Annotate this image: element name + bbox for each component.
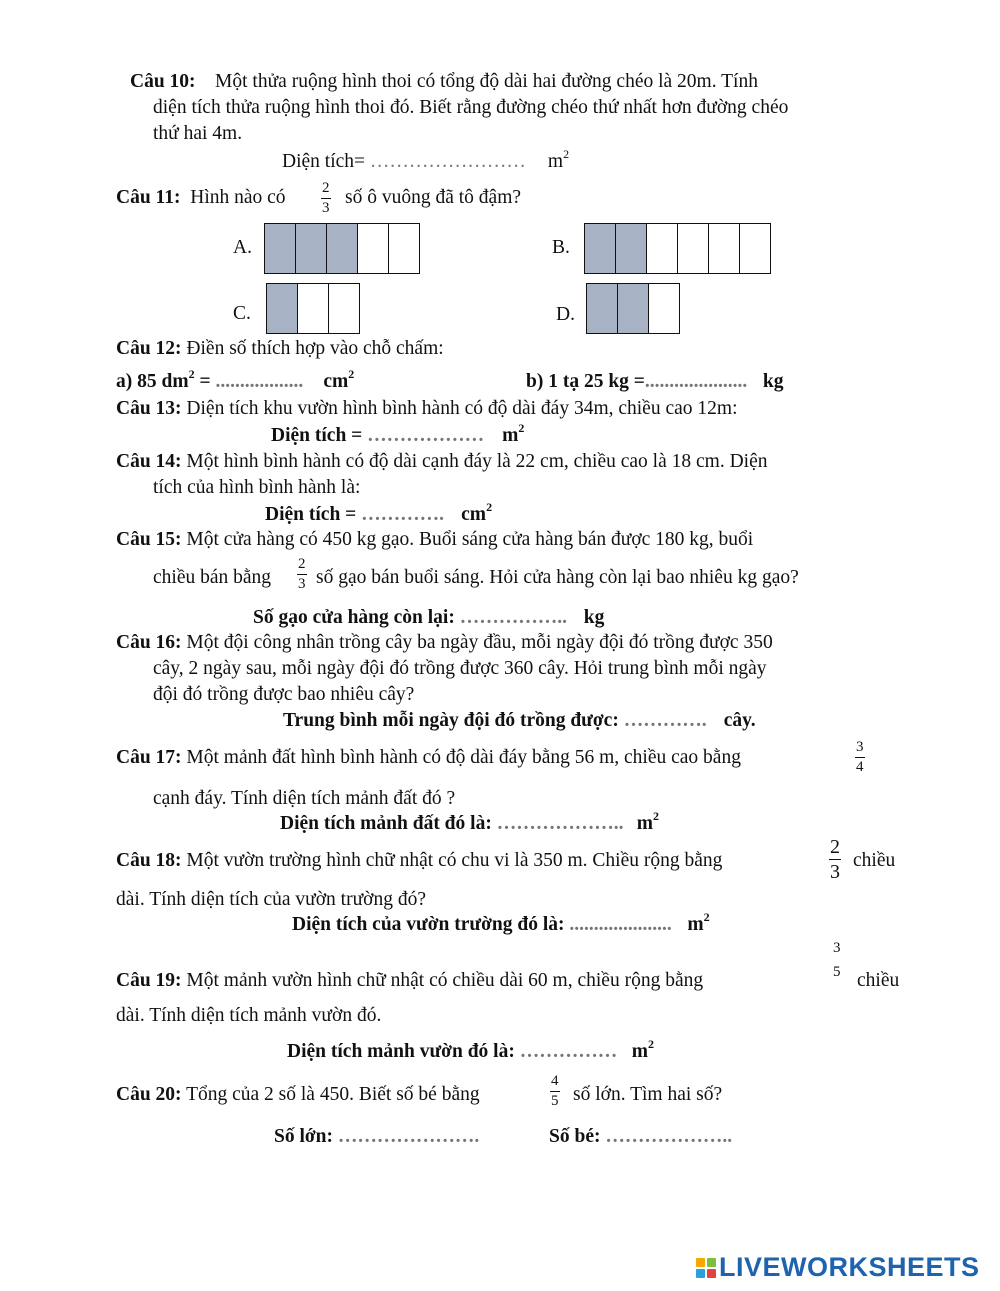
q11-text-before: Hình nào có bbox=[190, 187, 286, 208]
q14-text-2: tích của hình bình hành là: bbox=[153, 477, 361, 498]
q11-option-c-letter[interactable]: C. bbox=[233, 303, 251, 324]
q18-answer bbox=[292, 910, 710, 937]
q10-line-1 bbox=[130, 70, 758, 94]
q10-unit-exp: 2 bbox=[563, 147, 570, 161]
q12-a-prefix: a) 85 dm bbox=[116, 371, 189, 392]
q11-option-b-letter[interactable]: B. bbox=[552, 237, 570, 258]
empty-cell bbox=[709, 224, 740, 273]
q15-answer bbox=[253, 606, 604, 630]
q11-fraction bbox=[321, 180, 331, 217]
q14-answer-input[interactable] bbox=[361, 503, 461, 527]
q18-question bbox=[116, 849, 722, 873]
q18-fraction-numerator: 2 bbox=[830, 836, 840, 858]
q11-option-b-grid[interactable] bbox=[584, 223, 771, 274]
q19-unit-exp: 2 bbox=[647, 1037, 654, 1051]
q12-b-prefix: b) 1 tạ 25 kg = bbox=[526, 371, 645, 392]
q11-label: Câu 11: bbox=[116, 187, 181, 208]
empty-cell bbox=[329, 284, 360, 333]
q13-answer bbox=[271, 421, 525, 448]
q20-small-label: Số bé: bbox=[549, 1126, 606, 1147]
q15-answer-input[interactable] bbox=[460, 606, 584, 630]
q17-answer-input[interactable] bbox=[497, 812, 637, 836]
q16-answer bbox=[283, 709, 756, 733]
q10-answer-label: Diện tích= bbox=[282, 151, 370, 172]
q17-text-1: Một mảnh đất hình bình hành có độ dài đáy bằng 56 m, chiều cao bằng bbox=[186, 747, 741, 768]
q13-question bbox=[116, 397, 738, 421]
q11-option-d-grid[interactable] bbox=[586, 283, 680, 334]
q18-answer-label: Diện tích của vườn trường đó là: bbox=[292, 914, 570, 935]
q14-answer-label: Diện tích = bbox=[265, 504, 362, 525]
q10-label: Câu 10: bbox=[130, 71, 196, 92]
empty-cell bbox=[358, 224, 389, 273]
q13-answer-label: Diện tích = bbox=[271, 425, 368, 446]
q12-label: Câu 12: bbox=[116, 338, 182, 359]
q11-fraction-denominator: 3 bbox=[322, 200, 330, 216]
q15-answer-label: Số gạo cửa hàng còn lại: bbox=[253, 607, 460, 628]
shaded-cell bbox=[327, 224, 358, 273]
q18-unit-exp: 2 bbox=[703, 910, 710, 924]
q12-a-exp: 2 bbox=[188, 367, 195, 381]
q15-label: Câu 15: bbox=[116, 529, 182, 550]
q20-question bbox=[116, 1083, 480, 1107]
q13-text: Diện tích khu vườn hình bình hành có độ dài đáy 34m, chiều cao 12m: bbox=[186, 398, 738, 419]
q15-text-2-after: số gạo bán buổi sáng. Hỏi cửa hàng còn lại bao nhiêu kg gạo? bbox=[316, 567, 799, 588]
q18-text-1: Một vườn trường hình chữ nhật có chu vi là 350 m. Chiều rộng bằng bbox=[186, 850, 723, 871]
q12-a-unit: cm bbox=[318, 371, 349, 392]
q17-unit-exp: 2 bbox=[652, 809, 659, 823]
q18-text-1-after: chiều bbox=[853, 850, 896, 871]
q17-answer-label: Diện tích mảnh đất đó là: bbox=[280, 813, 497, 834]
q15-fraction-numerator: 2 bbox=[297, 556, 307, 575]
shaded-cell bbox=[618, 284, 649, 333]
empty-cell bbox=[298, 284, 329, 333]
q17-unit: m bbox=[636, 813, 653, 834]
q20-fraction-denominator: 5 bbox=[551, 1093, 559, 1109]
q18-fraction bbox=[829, 836, 841, 883]
liveworksheets-logo bbox=[696, 1252, 980, 1283]
q10-text-3: thứ hai 4m. bbox=[153, 123, 243, 144]
q14-unit-exp: 2 bbox=[486, 500, 493, 514]
q15-fraction bbox=[297, 556, 307, 593]
q10-answer bbox=[282, 147, 570, 174]
q16-text-1: Một đội công nhân trồng cây ba ngày đầu, mỗi ngày đội đó trồng được 350 bbox=[186, 632, 773, 653]
q20-fraction-numerator: 4 bbox=[550, 1073, 560, 1092]
q15-fraction-denominator: 3 bbox=[298, 576, 306, 592]
q17-fraction-numerator: 3 bbox=[855, 739, 865, 758]
q12-a-eq: = bbox=[194, 371, 216, 392]
q13-answer-input[interactable] bbox=[367, 424, 502, 448]
q19-unit: m bbox=[631, 1041, 648, 1062]
q14-label: Câu 14: bbox=[116, 451, 182, 472]
empty-cell bbox=[740, 224, 771, 273]
q17-text-2: cạnh đáy. Tính diện tích mảnh đất đó ? bbox=[153, 788, 456, 809]
q11-question bbox=[116, 186, 286, 210]
q20-answer-small bbox=[549, 1125, 755, 1149]
q16-question bbox=[116, 631, 773, 655]
empty-cell bbox=[649, 284, 680, 333]
q19-label: Câu 19: bbox=[116, 970, 182, 991]
q12-part-b bbox=[526, 370, 784, 394]
q16-text-2: cây, 2 ngày sau, mỗi ngày đội đó trồng được 360 cây. Hỏi trung bình mỗi ngày bbox=[153, 658, 767, 679]
q18-label: Câu 18: bbox=[116, 850, 182, 871]
q19-fraction-denominator: 5 bbox=[833, 964, 841, 980]
q16-answer-label: Trung bình mỗi ngày đội đó trồng được: bbox=[283, 710, 624, 731]
q19-text-1-after: chiều bbox=[857, 970, 900, 991]
q15-text-2-before: chiều bán bằng bbox=[153, 567, 272, 588]
q12-text: Điền số thích hợp vào chỗ chấm: bbox=[186, 338, 444, 359]
q15-question bbox=[116, 528, 753, 552]
q16-unit: cây. bbox=[723, 710, 756, 731]
q20-fraction bbox=[550, 1073, 560, 1110]
q15-unit: kg bbox=[583, 607, 605, 628]
empty-cell bbox=[647, 224, 678, 273]
q11-fraction-numerator: 2 bbox=[321, 180, 331, 199]
shaded-cell bbox=[265, 224, 296, 273]
liveworksheets-icon bbox=[696, 1258, 716, 1278]
q19-answer bbox=[287, 1037, 654, 1064]
q12-a-input[interactable] bbox=[215, 370, 318, 394]
q19-answer-label: Diện tích mảnh vườn đó là: bbox=[287, 1041, 520, 1062]
q18-answer-input[interactable] bbox=[569, 913, 687, 937]
shaded-cell bbox=[616, 224, 647, 273]
q19-fraction bbox=[832, 940, 842, 981]
q13-label: Câu 13: bbox=[116, 398, 182, 419]
q14-unit: cm bbox=[461, 504, 487, 525]
empty-cell bbox=[389, 224, 420, 273]
q11-option-c-grid[interactable] bbox=[266, 283, 360, 334]
q19-question bbox=[116, 969, 703, 993]
q12-question bbox=[116, 337, 444, 361]
q11-text-after: số ô vuông đã tô đậm? bbox=[345, 187, 522, 208]
shaded-cell bbox=[267, 284, 298, 333]
shaded-cell bbox=[296, 224, 327, 273]
q16-text-3: đội đó trồng được bao nhiêu cây? bbox=[153, 684, 415, 705]
q14-answer bbox=[265, 500, 493, 527]
q20-answer-big bbox=[274, 1125, 500, 1149]
q18-unit: m bbox=[687, 914, 704, 935]
q12-a-unit-exp: 2 bbox=[348, 367, 355, 381]
q19-answer-input[interactable] bbox=[520, 1040, 632, 1064]
liveworksheets-text: LIVEWORKSHEETS bbox=[719, 1252, 980, 1282]
q19-fraction-numerator: 3 bbox=[833, 940, 841, 956]
empty-cell bbox=[678, 224, 709, 273]
q16-answer-input[interactable] bbox=[624, 709, 724, 733]
q10-text-2: diện tích thửa ruộng hình thoi đó. Biết rằng đường chéo thứ nhất hơn đường chéo bbox=[153, 97, 789, 118]
q10-text-1: Một thửa ruộng hình thoi có tổng độ dài hai đường chéo là 20m. Tính bbox=[215, 71, 758, 92]
q19-text-2: dài. Tính diện tích mảnh vườn đó. bbox=[116, 1005, 382, 1026]
q10-answer-input[interactable] bbox=[370, 150, 548, 174]
q13-unit-exp: 2 bbox=[518, 421, 525, 435]
q20-text-before: Tổng của 2 số là 450. Biết số bé bằng bbox=[186, 1084, 480, 1105]
q14-question bbox=[116, 450, 767, 474]
q10-unit: m bbox=[547, 151, 564, 172]
q12-b-unit: kg bbox=[762, 371, 784, 392]
q14-text-1: Một hình bình hành có độ dài cạnh đáy là 22 cm, chiều cao là 18 cm. Diện bbox=[186, 451, 768, 472]
q20-label: Câu 20: bbox=[116, 1084, 182, 1105]
shaded-cell bbox=[585, 224, 616, 273]
q12-b-input[interactable] bbox=[645, 370, 763, 394]
shaded-cell bbox=[587, 284, 618, 333]
q17-label: Câu 17: bbox=[116, 747, 182, 768]
q11-option-d-letter[interactable]: D. bbox=[556, 304, 575, 325]
q12-part-a bbox=[116, 367, 355, 394]
q20-big-input[interactable] bbox=[338, 1125, 500, 1149]
q20-text-after: số lớn. Tìm hai số? bbox=[573, 1084, 723, 1105]
q11-option-a-grid[interactable] bbox=[264, 223, 420, 274]
q15-text-1: Một cửa hàng có 450 kg gạo. Buổi sáng cửa hàng bán được 180 kg, buổi bbox=[186, 529, 754, 550]
q18-text-2: dài. Tính diện tích của vườn trường đó? bbox=[116, 889, 427, 910]
q20-big-label: Số lớn: bbox=[274, 1126, 338, 1147]
q17-answer bbox=[280, 809, 659, 836]
q19-text-1: Một mảnh vườn hình chữ nhật có chiều dài 60 m, chiều rộng bằng bbox=[186, 970, 704, 991]
q13-unit: m bbox=[502, 425, 519, 446]
q16-label: Câu 16: bbox=[116, 632, 182, 653]
q11-option-a-letter[interactable]: A. bbox=[233, 237, 252, 258]
q17-question bbox=[116, 746, 741, 770]
q18-fraction-denominator: 3 bbox=[830, 861, 840, 883]
q20-small-input[interactable] bbox=[605, 1125, 755, 1149]
q17-fraction-denominator: 4 bbox=[856, 759, 864, 775]
q17-fraction bbox=[855, 739, 865, 776]
